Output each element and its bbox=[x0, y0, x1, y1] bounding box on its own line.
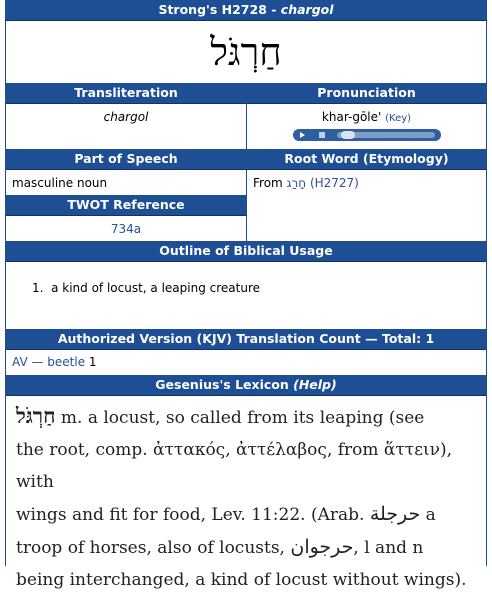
gesenius-title: Gesenius's Lexicon bbox=[155, 377, 294, 392]
gesenius-line-1-text: m. a locust, so called from its leaping (see bbox=[55, 408, 425, 428]
gesenius-line-2: the root, comp. ἀττακός, ἀττέλαβος, from ἅττειν), with bbox=[16, 440, 453, 492]
kjv-label: Authorized Version (KJV) Translation Count — Total: 1 bbox=[6, 329, 486, 350]
gesenius-line-5: being interchanged, a kind of locust without wings). bbox=[16, 570, 467, 590]
gesenius-arabic-1: حرجلة bbox=[369, 503, 421, 525]
twot-header bbox=[6, 195, 246, 216]
hebrew-lemma: חַרְגֹּל bbox=[210, 30, 282, 74]
gesenius-hebrew-headword: חַרְגֹּל bbox=[16, 403, 56, 428]
gesenius-line-4-a: troop of horses, also of locusts, bbox=[16, 538, 291, 558]
root-word-ref-link[interactable]: (H2727) bbox=[309, 176, 359, 190]
transliteration-value: chargol bbox=[103, 110, 149, 124]
twot-link[interactable]: 734a bbox=[110, 222, 142, 236]
root-word-prefix: From bbox=[253, 176, 287, 190]
root-word-header bbox=[247, 149, 486, 170]
kjv-header bbox=[6, 329, 486, 350]
kjv-count: 1 bbox=[85, 355, 97, 369]
audio-player[interactable] bbox=[293, 129, 441, 141]
outline-label: Outline of Biblical Usage bbox=[6, 241, 486, 262]
gesenius-line-3 bbox=[16, 498, 476, 531]
outline-header bbox=[6, 241, 486, 262]
gesenius-help-link[interactable]: (Help) bbox=[293, 377, 337, 392]
av-link[interactable]: AV bbox=[12, 355, 28, 369]
transliteration-header bbox=[6, 83, 246, 104]
play-icon[interactable] bbox=[300, 132, 305, 138]
kjv-body bbox=[6, 350, 486, 374]
outline-body bbox=[6, 262, 486, 328]
root-word-label: Root Word (Etymology) bbox=[247, 149, 486, 170]
gesenius-line-1 bbox=[16, 400, 476, 434]
pronunciation-label: Pronunciation bbox=[247, 83, 486, 104]
twot-label: TWOT Reference bbox=[6, 195, 246, 216]
gesenius-label bbox=[6, 375, 486, 396]
lemma-box bbox=[6, 21, 486, 83]
gesenius-line-3-b: a bbox=[420, 505, 436, 525]
pronunciation-cell bbox=[247, 104, 486, 148]
pronunciation-key-link[interactable]: (Key) bbox=[385, 113, 412, 124]
title-prefix: Strong's H2728 - bbox=[158, 2, 281, 17]
entry-title bbox=[5, 0, 487, 21]
title-word: chargol bbox=[280, 2, 334, 17]
part-of-speech-value: masculine noun bbox=[12, 176, 108, 190]
transliteration-label: Transliteration bbox=[6, 83, 246, 104]
gesenius-text bbox=[6, 396, 486, 596]
gesenius-line-4-b: , l and n bbox=[353, 538, 424, 558]
gesenius-header bbox=[6, 375, 486, 396]
gesenius-line-4 bbox=[16, 531, 476, 564]
stop-icon[interactable] bbox=[319, 132, 325, 138]
audio-progress-knob[interactable] bbox=[341, 131, 355, 139]
outline-item-text: a kind of locust, a leaping creature bbox=[51, 281, 261, 295]
part-of-speech-cell bbox=[6, 170, 246, 194]
beetle-link[interactable]: beetle bbox=[47, 355, 86, 369]
root-word-cell bbox=[247, 170, 486, 240]
gesenius-scan bbox=[6, 396, 486, 590]
gesenius-line-3-a: wings and fit for food, Lev. 11:22. (Arab. bbox=[16, 505, 370, 525]
av-dash: — bbox=[27, 355, 48, 369]
gesenius-arabic-2: حرجوان bbox=[290, 536, 354, 558]
entry-header bbox=[5, 0, 487, 21]
pronunciation-value: khar-gōle' bbox=[321, 110, 382, 124]
column-divider bbox=[246, 83, 247, 241]
part-of-speech-header bbox=[6, 149, 246, 170]
transliteration-cell bbox=[6, 104, 246, 148]
twot-cell bbox=[6, 216, 246, 240]
outline-list-item: 1. a kind of locust, a leaping creature bbox=[32, 281, 261, 295]
part-of-speech-label: Part of Speech bbox=[6, 149, 246, 170]
pronunciation-header bbox=[247, 83, 486, 104]
root-word-hebrew-link[interactable]: חָרַג bbox=[286, 176, 307, 190]
